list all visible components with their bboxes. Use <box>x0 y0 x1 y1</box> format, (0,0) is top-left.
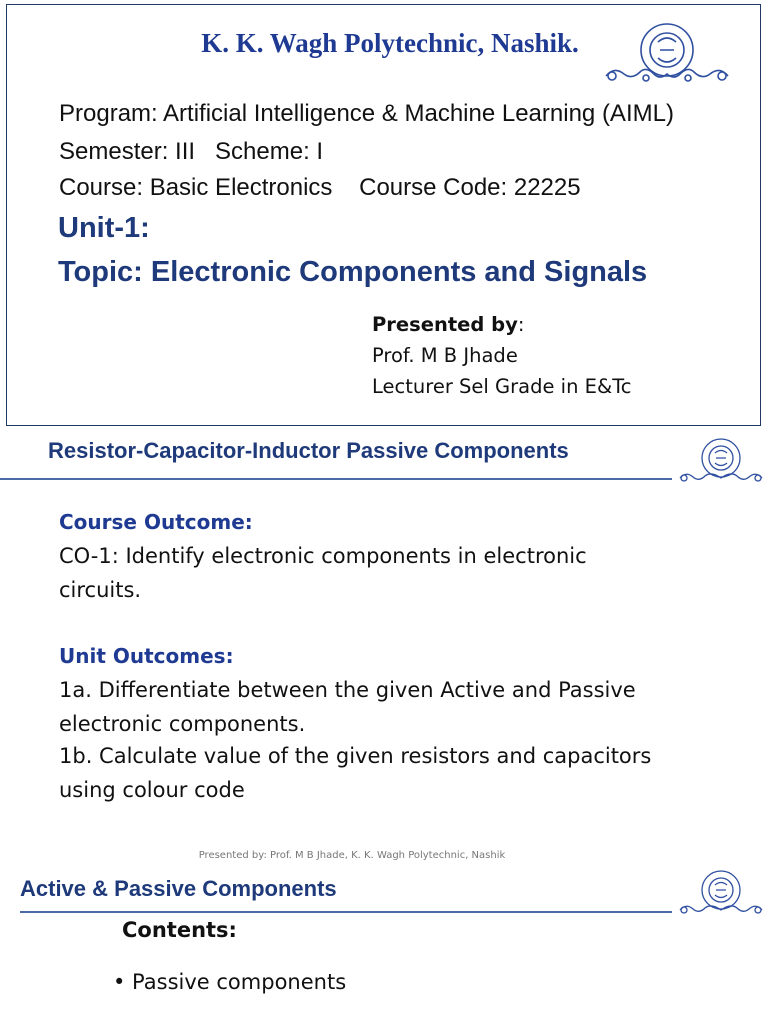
course-outcome-heading: Course Outcome: <box>59 510 253 534</box>
slide3-logo-icon <box>676 866 766 918</box>
slide2-footer: Presented by: Prof. M B Jhade, K. K. Wagh Polytechnic, Nashik <box>198 850 506 861</box>
presenter-name: Prof. M B Jhade <box>372 344 518 367</box>
slide2-title: Resistor-Capacitor-Inductor Passive Components <box>48 438 569 463</box>
slide2-title-rule <box>0 478 672 480</box>
presenter-designation: Lecturer Sel Grade in E&Tc <box>372 375 632 398</box>
semester-line: Semester: III Scheme: I <box>59 138 324 165</box>
slide3-title-rule <box>20 911 672 913</box>
unit-outcome-1a: 1a. Differentiate between the given Active and Passive electronic components. <box>59 678 636 736</box>
topic-heading: Topic: Electronic Components and Signals <box>58 256 648 288</box>
presented-by-label: Presented by: <box>372 313 525 336</box>
slide3-title: Active & Passive Components <box>20 876 337 901</box>
unit-heading: Unit-1: <box>58 212 150 244</box>
college-name: K. K. Wagh Polytechnic, Nashik. <box>201 28 579 58</box>
program-line: Program: Artificial Intelligence & Machine Learning (AIML) <box>59 100 674 127</box>
slide2-logo-icon <box>676 434 766 486</box>
contents-bullet-passive: • Passive components <box>113 970 347 994</box>
course-line: Course: Basic Electronics Course Code: 22225 <box>59 174 581 201</box>
course-outcome-text: CO-1: Identify electronic components in electronic circuits. <box>59 544 587 602</box>
contents-heading: Contents: <box>122 918 237 942</box>
unit-outcomes-heading: Unit Outcomes: <box>59 644 234 668</box>
college-logo-icon <box>600 14 734 86</box>
unit-outcome-1b: 1b. Calculate value of the given resistors and capacitors using colour code <box>59 744 652 802</box>
